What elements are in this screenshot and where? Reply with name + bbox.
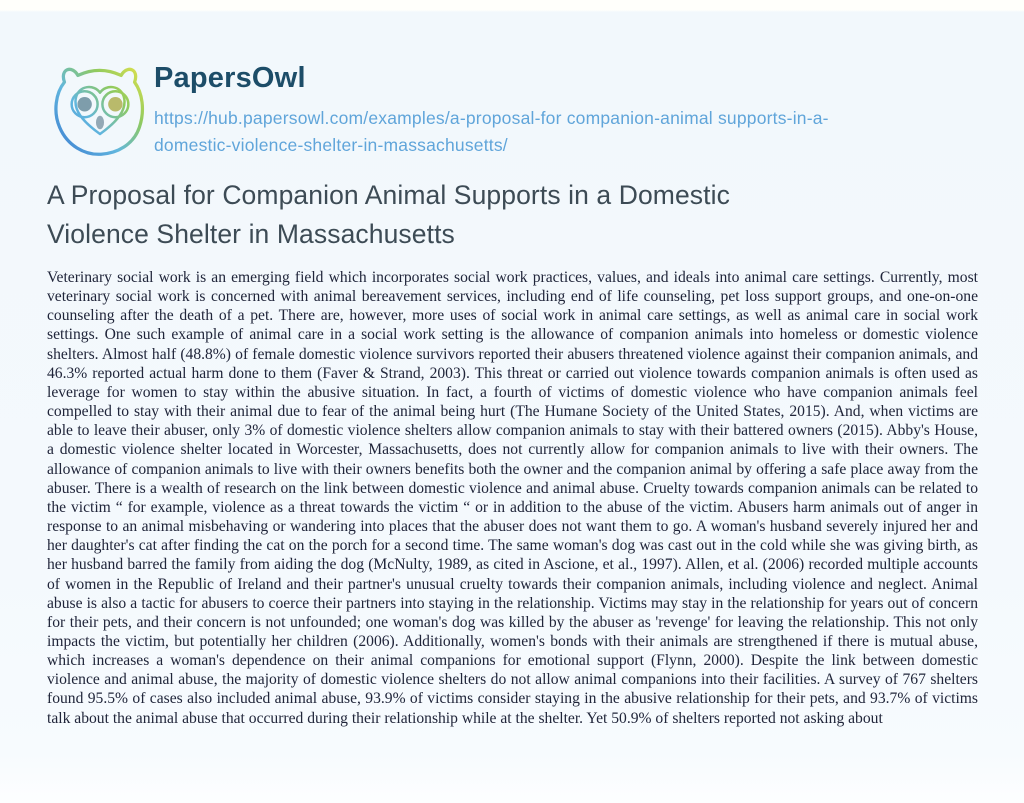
article-title: A Proposal for Companion Animal Supports in a Domestic Violence Shelter in Massachusetts (47, 180, 730, 249)
owl-icon (47, 61, 153, 159)
source-url-link[interactable]: https://hub.papersowl.com/examples/a-proposal-for companion-animal supports-in-a-domestic-violence-shelter-in-massachusetts/ (154, 108, 829, 155)
papersowl-logo[interactable] (47, 61, 153, 159)
article-body: Veterinary social work is an emerging field which incorporates social work practices, values, and ideals into animal care settings. Currently, most veterinary social work is concerned with animal bereavement services, including end of life counseling, pet loss support groups, and one-on-one counseling after the death of a pet. There are, however, more uses of social work in animal care settings, as well as animal care in social work settings. One such example of animal care in a social work setting is the allowance of companion animals into homeless or domestic violence shelters. Almost half (48.8%) of female domestic violence survivors reported their abusers threatened violence against their companion animals, and 46.3% reported actual harm done to them (Faver & Strand, 2003). This threat or carried out violence towards companion animals is often used as leverage for women to stay within the abusive situation. In fact, a fourth of victims of domestic violence who have companion animals feel compelled to stay with their animal due to fear of the animal being hurt (The Humane Society of the United States, 2015). And, when victims are able to leave their abuser, only 3% of domestic violence shelters allow companion animals to stay with their battered owners (2015). Abby's House, a domestic violence shelter located in Worcester, Massachusetts, does not currently allow for companion animals to live with their owners. The allowance of companion animals to live with their owners benefits both the owner and the companion animal by offering a safe place away from the abuser. There is a wealth of research on the link between domestic violence and animal abuse. Cruelty towards companion animals can be related to the victim “ for example, violence as a threat towards the victim “ or in addition to the abuse of the victim. Abusers harm animals out of anger in response to an animal misbehaving or wandering into places that the abuser does not want them to go. A woman's husband severely injured her and her daughter's cat after finding the cat on the porch for a second time. The same woman's dog was cast out in the cold while she was giving birth, as her husband barred the family from aiding the dog (McNulty, 1989, as cited in Ascione, et al., 1997). Allen, et al. (2006) recorded multiple accounts of women in the Republic of Ireland and their partner's unusual cruelty towards their companion animals, including violence and neglect. Animal abuse is also a tactic for abusers to coerce their partners into staying in the relationship. Victims may stay in the relationship for years out of concern for their pets, and their concern is not unfounded; one woman's dog was killed by the abuser as 'revenge' for leaving the relationship. This not only impacts the victim, but potentially her children (2006). Additionally, women's bonds with their animals are strengthened if there is mutual abuse, which increases a woman's dependence on their animal companions for emotional support (Flynn, 2000). Despite the link between domestic violence and animal abuse, the majority of domestic violence shelters do not allow animal companions into their facilities. A survey of 767 shelters found 95.5% of cases also included animal abuse, 93.9% of victims consider staying in the abusive relationship for their pets, and 93.7% of victims talk about the animal abuse that occurred during their relationship while at the shelter. Yet 50.9% of shelters reported not asking about (47, 269, 978, 727)
header-text-block (154, 60, 899, 159)
brand-wordmark[interactable]: PapersOwl (154, 62, 306, 94)
site-header (47, 60, 978, 159)
